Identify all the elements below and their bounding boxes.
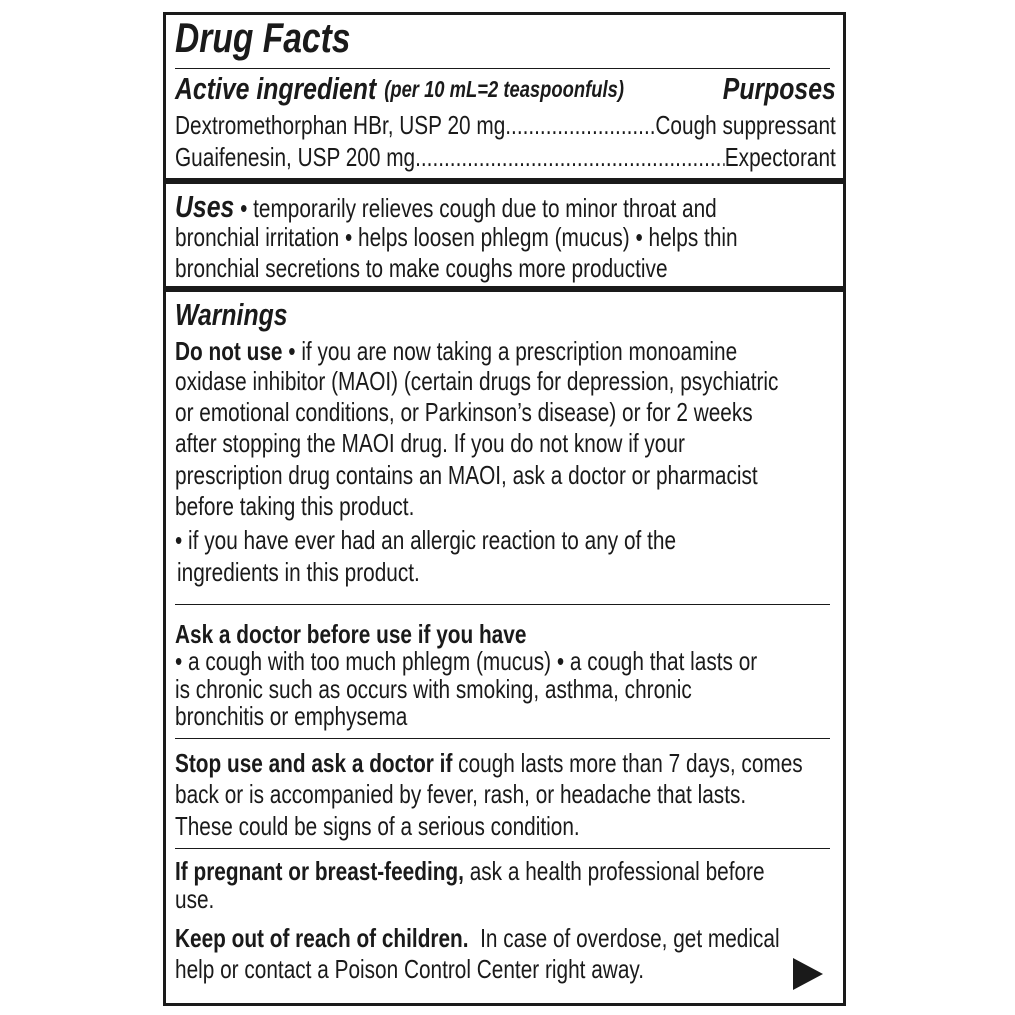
warning-line: • a cough with too much phlegm (mucus) • a cough that lasts or [175,646,758,676]
warning-text: cough lasts more than 7 days, comes [452,748,803,778]
ask-doctor-label: Ask a doctor before use if you have [175,619,527,649]
warning-line: before taking this product. [175,491,415,521]
continue-arrow-icon [793,958,823,990]
warning-line: prescription drug contains an MAOI, ask a doctor or pharmacist [175,460,758,490]
warning-line: bronchitis or emphysema [175,701,408,731]
warning-line: • if you have ever had an allergic reaction to any of the [175,525,677,555]
do-not-use-label: Do not use [175,336,283,366]
warning-line: oxidase inhibitor (MAOI) (certain drugs for depression, psychiatric [175,366,779,396]
warning-line: is chronic such as occurs with smoking, asthma, chronic [175,674,692,704]
warning-line [175,923,780,953]
uses-line: bronchial secretions to make coughs more productive [175,253,668,283]
dose-note: (per 10 mL=2 teaspoonfuls) [384,76,624,102]
divider [175,68,830,69]
purposes-heading: Purposes [722,71,836,106]
warning-line: after stopping the MAOI drug. If you do not know if your [175,428,685,458]
warning-line: or emotional conditions, or Parkinson’s disease) or for 2 weeks [175,397,753,427]
warning-line [175,856,765,886]
uses-line: bronchial irritation • helps loosen phlegm (mucus) • helps thin [175,222,738,252]
warning-line: back or is accompanied by fever, rash, or headache that lasts. [175,779,747,809]
uses-text: • temporarily relieves cough due to minor throat and [234,193,717,223]
ingredient-purpose: Cough suppressant [655,110,836,140]
leader-dots [505,110,655,140]
leader-dots [415,142,725,172]
warning-line: ingredients in this product. [177,557,420,587]
divider [175,604,830,605]
ingredient-row [175,142,836,172]
warning-line: use. [175,884,215,914]
warning-line [175,748,803,778]
pregnant-label: If pregnant or breast-feeding, [175,856,464,886]
uses-line [175,189,717,224]
warning-text: In case of overdose, get medical [468,923,780,953]
section-bar [163,286,846,292]
warning-line [175,336,737,366]
divider [175,738,830,739]
page-title: Drug Facts [175,14,351,61]
uses-heading: Uses [175,189,235,224]
active-ingredient-heading: Active ingredient [175,71,377,106]
active-ingredient-header [175,72,836,106]
warning-text: • if you are now taking a prescription monoamine [282,336,738,366]
ingredient-row [175,110,836,140]
ingredient-purpose: Expectorant [724,142,836,172]
stop-use-label: Stop use and ask a doctor if [175,748,453,778]
warning-line: help or contact a Poison Control Center right away. [175,954,645,984]
ingredient-name: Dextromethorphan HBr, USP 20 mg [175,110,506,140]
warnings-heading: Warnings [175,297,288,332]
ingredient-name: Guaifenesin, USP 200 mg [175,142,416,172]
section-bar [163,178,846,184]
divider [175,848,830,849]
warning-line: These could be signs of a serious condition. [175,811,580,841]
warning-text: ask a health professional before [463,856,765,886]
keep-out-label: Keep out of reach of children. [175,923,469,953]
